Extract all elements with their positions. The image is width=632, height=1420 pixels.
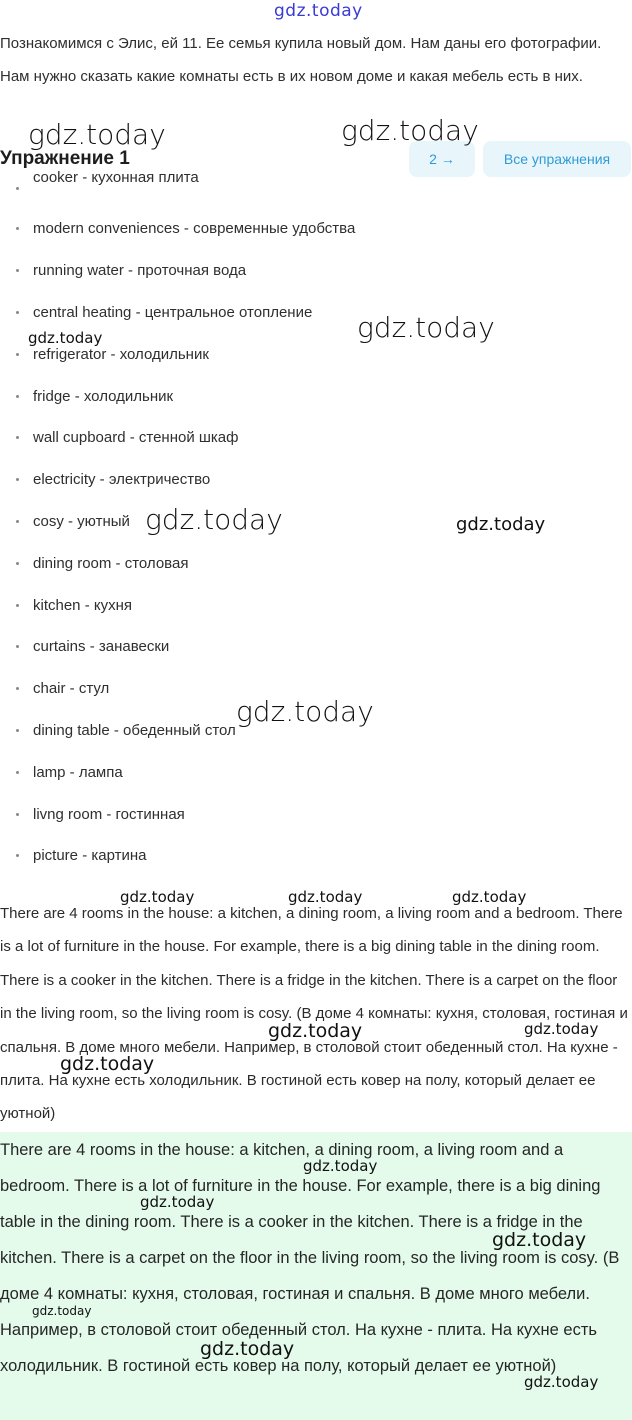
bullet-icon (16, 187, 19, 190)
watermark: gdz.today (28, 118, 166, 151)
bullet-icon (16, 269, 19, 272)
exercise-title: Упражнение 1 (0, 148, 130, 169)
bullet-icon (16, 353, 19, 356)
intro-paragraph: Познакомимся с Элис, ей 11. Ее семья купила новый дом. Нам даны его фотографии. Нам нужно сказать какие комнаты есть в их новом доме и какая мебель есть в них. (0, 35, 602, 85)
bullet-icon (16, 771, 19, 774)
list-item: curtains - занавески (0, 626, 632, 668)
watermark: gdz.today (274, 1, 363, 21)
watermark: gdz.today (200, 1338, 295, 1360)
watermark: gdz.today (341, 114, 479, 147)
list-item: fridge - холодильник (0, 375, 632, 417)
bullet-icon (16, 604, 19, 607)
watermark: gdz.today (524, 1373, 599, 1391)
bullet-icon (16, 436, 19, 439)
answer-text: There are 4 rooms in the house: a kitchen, a dining room, a living room and a bedroom. There is a lot of furniture in the house. For example, there is a big dining table in the dining room. There is a cooker in the kitchen. There is a fridge in the kitchen. There is a carpet on the floor in the living room, so the living room is cosy. (В доме 4 комнаты: кухня, столовая, гостиная и спальня. В доме много мебели. Например, в столовой стоит обеденный стол. На кухне - плита. На кухне есть холодильник. В гостиной есть ковер на полу, который делает ее уютной) (0, 1141, 620, 1375)
list-item: modern conveniences - современные удобства (0, 208, 632, 250)
bullet-icon (16, 854, 19, 857)
bullet-icon (16, 311, 19, 314)
watermark: gdz.today (236, 695, 374, 728)
watermark: gdz.today (268, 1020, 363, 1042)
list-item: chair - стул (0, 668, 632, 710)
list-item: livng room - гостинная (0, 793, 632, 835)
bullet-icon (16, 395, 19, 398)
watermark: gdz.today (288, 888, 363, 906)
list-item: central heating - центральное отопление (0, 292, 632, 334)
watermark: gdz.today (28, 329, 103, 347)
list-item: cosy - уютный (0, 501, 632, 543)
bullet-icon (16, 813, 19, 816)
list-item: dining room - столовая (0, 542, 632, 584)
watermark: gdz.today (140, 1193, 215, 1211)
bullet-icon (16, 645, 19, 648)
watermark: gdz.today (32, 1304, 92, 1318)
list-item: picture - картина (0, 835, 632, 877)
watermark: gdz.today (145, 503, 283, 536)
watermark: gdz.today (492, 1229, 587, 1251)
list-item: electricity - электричество (0, 459, 632, 501)
bullet-icon (16, 520, 19, 523)
all-exercises-button[interactable]: Все упражнения (483, 141, 631, 177)
list-item: wall cupboard - стенной шкаф (0, 417, 632, 459)
next-exercise-button[interactable]: 2 → (409, 141, 475, 177)
solution-text: There are 4 rooms in the house: a kitchen, a dining room, a living room and a bedroom. There is a lot of furniture in the house. For example, there is a big dining table in the dining room. There is a cooker in the kitchen. There is a fridge in the kitchen. There is a carpet on the floor in the living room, so the living room is cosy. (В доме 4 комнаты: кухня, столовая, гостиная и спальня. В доме много мебели. Например, в столовой стоит обеденный стол. На кухне - плита. На кухне есть холодильник. В гостиной есть ковер на полу, который делает ее уютной) (0, 905, 628, 1123)
list-item: lamp - лампа (0, 751, 632, 793)
watermark: gdz.today (524, 1020, 599, 1038)
bullet-icon (16, 562, 19, 565)
bullet-icon (16, 478, 19, 481)
list-item: refrigerator - холодильник (0, 333, 632, 375)
watermark: gdz.today (357, 311, 495, 344)
bullet-icon (16, 227, 19, 230)
watermark: gdz.today (120, 888, 195, 906)
watermark: gdz.today (452, 888, 527, 906)
bullet-icon (16, 729, 19, 732)
list-item: running water - проточная вода (0, 250, 632, 292)
bullet-icon (16, 687, 19, 690)
list-item: dining table - обеденный стол (0, 710, 632, 752)
list-item: cooker - кухонная плита (0, 178, 632, 208)
watermark: gdz.today (456, 514, 546, 535)
watermark: gdz.today (60, 1053, 155, 1075)
list-item: kitchen - кухня (0, 584, 632, 626)
watermark: gdz.today (303, 1157, 378, 1175)
